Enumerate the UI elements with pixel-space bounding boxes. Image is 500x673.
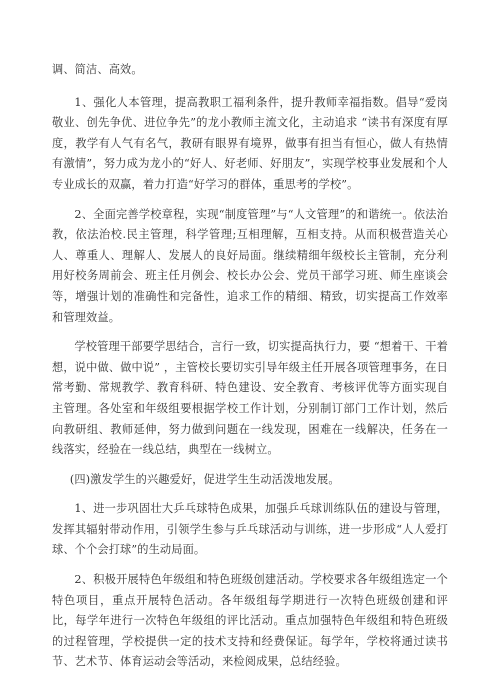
paragraph-school-charter: 2、全面完善学校章程，实现“制度管理”与“人文管理”的和谐统一。依法治教，依法治校.民主管理，科学管理;互相理解，互相支持。从而积极营造关心人、尊重人、理解人、发展人的良好局面。继续精细年级校长主管制，充分利用好校务周前会、班主任月例会、校长办公会、党员干部学习班、师生座谈会等，增强计划的准确性和完备性，追求工作的精细、精致，切实提高工作效率和管理效益。 (52, 207, 448, 324)
paragraph-table-tennis: 1、进一步巩固壮大乒乓球特色成果，加强乒乓球训练队伍的建设与管理，发挥其辐射带动作用，引领学生参与乒乓球活动与训练，进一步形成“人人爱打球、个个会打球”的生动局面。 (52, 502, 448, 557)
continuation-text: 调、简洁、高效。 (52, 63, 143, 76)
paragraph-humanistic-management: 1、强化人本管理，提高教职工福利条件，提升教师幸福指数。倡导“爱岗敬业、创先争优、进位争先”的龙小教师主流文化，主动追求 “读书有深度有厚度，教学有人气有名气，教研有眼界有境界，做事有担当有恒心，做人有热情有激情”，努力成为龙小的“好人、好老师、好朋友”，实现学校事业发展和个人专业成长的双赢，着力打造“好学习的群体，重思考的学校”。 (52, 95, 448, 191)
paragraph-management-cadre: 学校管理干部要学思结合，言行一致，切实提高执行力，要 “想着干、干着想，说中做、做中说” ，主管校长要切实引导年级主任开展各项管理事务，在日常考勤、常规教学、教育科研、特色建设、安全教育、考核评优等方面实现自主管理。各处室和年级组要根据学校工作计划，分别制订部门工作计划，然后向教研组、教师延伸，努力做到问题在一线发现，困难在一线解决，任务在一线落实，经验在一线总结，典型在一线树立。 (52, 340, 448, 457)
section-heading: (四)激发学生的兴趣爱好，促进学生生动活泼地发展。 (69, 472, 340, 486)
paragraph-feature-grades: 2、积极开展特色年级组和特色班级创建活动。学校要求各年级组选定一个特色项目，重点开展特色活动。各年级组每学期进行一次特色班级创建和评比，每学年进行一次特色年级组的评比活动。重点加强特色年级组和特色班级的过程管理，学校提供一定的技术支持和经费保证。每学年，学校将通过读书节、艺术节、体育运动会等活动，来检阅成果，总结经验。 (52, 573, 448, 669)
